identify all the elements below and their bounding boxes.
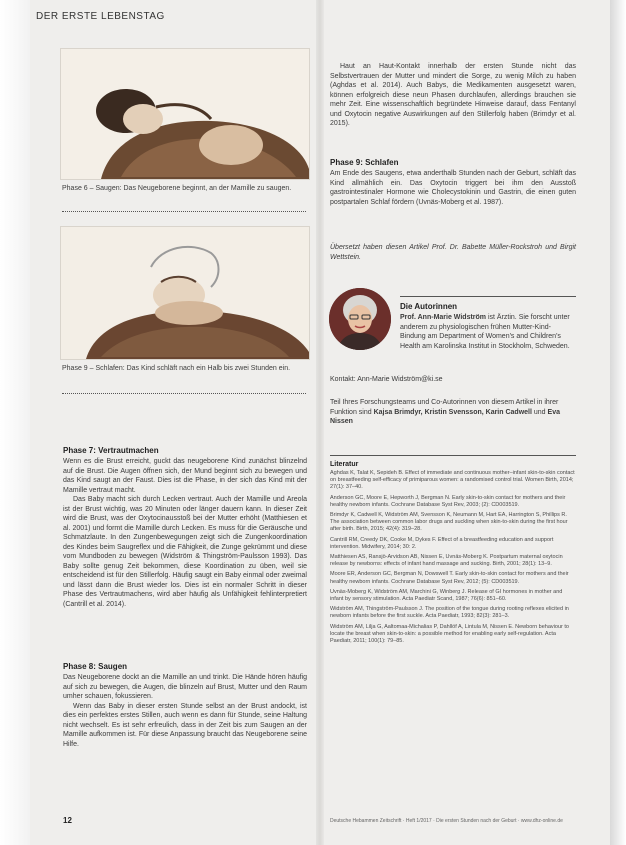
coauthors-and: und <box>533 408 546 416</box>
coauthors-last: Eva Nissen <box>330 408 560 425</box>
intro-paragraph: Haut an Haut-Kontakt innerhalb der ersten Stunde nicht das Selbstvertrauen der Mutter und mindert die Sorge, zu wenig Milch zu haben (Aghdas et al. 2014). Auch Babys, die Medikamenten ausgesetzt waren, können erfolgreich diese neun Phasen durchlaufen, allerdings brauchen sie mehr Zeit. Eine wissenschaftlich begründete Hinweise darauf, dass Fentanyl und Oxytocin negative Auswirkungen auf den Stillerfolg haben (Brimdyr et al. 2015). <box>330 63 576 127</box>
running-head: DER ERSTE LEBENSTAG <box>36 11 165 22</box>
section-heading: Phase 9: Schlafen <box>330 158 399 167</box>
caption-divider <box>62 211 306 212</box>
paragraph: Wenn das Baby in dieser ersten Stunde selbst an der Brust andockt, ist dies ein perfektes erstes Stillen, auch wenn es dann für Stunde, seine Haltung nicht wechselt. Es ist sehr erfreulich, dass in der Zeit bis zum Saugen an der Mamille aufkommen ist. Für diese Anpassung braucht das Neugeborene seine Hilfe. <box>63 702 307 748</box>
section-heading: Phase 7: Vertrautmachen <box>63 446 159 455</box>
literature-entry: Widström AM, Lilja G, Aaltomaa-Michalias P, Dahllöf A, Lintula M, Nissen E. Newborn behaviour to locate the breast when skin-to-skin: a possible method for enabling early self-regulation. Acta Paediatr, 2011; 100(1): 79–85. <box>330 623 569 645</box>
literature-entry: Moore ER, Anderson GC, Bergman N, Dowswell T. Early skin-to-skin contact for mothers and their healthy newborn infants. Cochrane Database Syst Rev, 2012; (5): CD003519. <box>330 571 569 585</box>
paragraph: Das Baby macht sich durch Lecken vertraut. Auch der Mamille und Areola ist der Brust wichtig, was 20 Minuten oder länger dauern kann. In dieser Zeit wird die Brust, was der Oxytocinausstoß bei der Mutter erhöht (Matthiesen et al. 2001) und formt die Mamille durch Lecken. Es muss für die Geräusche und Schmatzlaute. In den Zungenbewegungen zeigt sich die Zungenkoordination des Kindes beim Saugreflex und die Fähigkeit, die Zunge gekrümmt und diese vom Mundboden zu bewegen (Widström & Thingström-Paulsson 1993). Das Baby sollte genug Zeit bekommen, diese Koordination zu üben, weil sie entscheidend ist für den Stillerfolg. Häufig saugt ein Baby einmal oder zweimal und lässt dann die Brust wieder los. Dies ist ein normaler Schritt in dieser Phase des Vertrautmachens, wird aber häufig als Unfähigkeit fehlinterpretiert (Cantrill et al. 2014). <box>63 496 307 608</box>
page-margin-left <box>0 0 30 845</box>
author-portrait <box>329 288 391 350</box>
section-heading: Phase 8: Saugen <box>63 662 128 671</box>
section-body: Am Ende des Saugens, etwa anderthalb Stunden nach der Geburt, schläft das Kind allmählich ein. Das Oxytocin triggert bei ihm den Ausstoß gastrointestinaler Hormone wie Cholecystokinin und Gastrin, die einen guten postpartalen Schlaf fördern (Uvnäs-Moberg et al. 1987). <box>330 170 576 206</box>
translation-note: Übersetzt haben diesen Artikel Prof. Dr. Babette Müller-Rockstroh und Birgit Wettstein. <box>330 244 576 261</box>
page-number: 12 <box>63 816 72 825</box>
paragraph: Das Neugeborene dockt an die Mamille an und trinkt. Die Hände hören häufig auf sich zu bewegen, die Augen, die blinzeln auf Brust, Mutter und den Raum umher schauen, fokussieren. <box>63 674 307 700</box>
figure-caption: Phase 9 – Schlafen: Das Kind schläft nach ein Halb bis zwei Stunden ein. <box>62 365 291 372</box>
illustration-schlafen <box>61 227 309 359</box>
caption-divider <box>62 393 306 394</box>
page-margin-right <box>610 0 626 845</box>
illustration-saugen <box>61 49 309 179</box>
literature-entry: Widström AM, Thingström-Paulsson J. The position of the tongue during rooting reflexes elicited in newborn infants before the first suckle. Acta Paediatr, 1993; 82(3): 281–3. <box>330 606 569 620</box>
author-rule <box>400 296 576 297</box>
literature-heading: Literatur <box>330 461 359 468</box>
authors-heading: Die Autorinnen <box>400 302 458 311</box>
literature-list <box>330 470 576 648</box>
author-contact: Kontakt: Ann-Marie Widström@ki.se <box>330 376 443 383</box>
literature-entry: Anderson GC, Moore E, Hepworth J, Bergman N. Early skin-to-skin contact for mothers and their healthy newborn infants. Cochrane Database Syst Rev, 2003; (2): CD003519. <box>330 494 566 508</box>
avatar <box>329 288 391 350</box>
coauthors-prefix: Teil Ihres Forschungsteams und Co-Autorinnen von diesem Artikel in ihrer Funktion sind <box>330 399 559 416</box>
figure-breastfeeding-illustration <box>60 48 310 180</box>
literature-entry: Aghdas K, Talat K, Sepideh B. Effect of immediate and continuous mother–infant skin-to-skin contact on breastfeeding self-efficacy of primiparous women: a randomised control trial. Women Birth, 2014; 27(1): 37–40. <box>330 470 575 491</box>
author-description: ist Ärztin. Sie forscht unter anderem zu physiologischen frühen Mutter-Kind-Bindung am Department of Women's and Children's Health am Karolinska Institut in Stockholm, Schweden. <box>400 314 570 350</box>
literature-entry: Brimdyr K, Cadwell K, Widström AM, Svensson K, Neumann M, Hart EA, Harrington S, Phillips R. The association between common labor drugs and suckling when skin-to-skin during the first hour after birth. Birth, 2015; 42(4): 319–28. <box>330 512 568 533</box>
coauthors-note <box>330 398 576 427</box>
coauthors-names: Kajsa Brimdyr, Kristin Svensson, Karin Cadwell <box>373 408 532 416</box>
figure-caption: Phase 6 – Saugen: Das Neugeborene beginnt, an der Mamille zu saugen. <box>62 185 292 192</box>
literature-rule <box>330 455 576 456</box>
figure-sleeping-illustration <box>60 226 310 360</box>
paragraph: Wenn es die Brust erreicht, guckt das neugeborene Kind zunächst blinzelnd auf die Brust. Die Augen öffnen sich, der Mund beginnt sich zu bewegen und das Kind saugt an der Faust. Dies ist die Phase, in der sich das Kind mit der Mamille vertraut macht. <box>63 458 307 494</box>
literature-entry: Uvnäs-Moberg K, Widström AM, Marchini G, Winberg J. Release of GI hormones in mother and infant by sensory stimulation. Acta Paediatr Scand, 1987; 76(6): 851–60. <box>330 588 563 603</box>
footer-line: Deutsche Hebammen Zeitschrift · Heft 1/2017 · Die ersten Stunden nach der Geburt · www.dhz-online.de <box>330 818 563 824</box>
section-body <box>63 457 307 609</box>
literature-entry: Cantrill RM, Creedy DK, Cooke M, Dykes F. Effect of a breastfeeding education and support intervention. Midwifery, 2014; 30: 2. <box>330 536 554 550</box>
literature-entry: Matthiesen AS, Ransjö-Arvidson AB, Nissen E, Uvnäs-Moberg K. Postpartum maternal oxytocin release by newborns: effects of infant hand massage and sucking. Birth, 2001; 28(1): 13–9. <box>330 554 563 568</box>
page-fold <box>316 0 324 845</box>
section-body <box>63 673 307 749</box>
author-bio <box>400 313 576 351</box>
author-name: Prof. Ann-Marie Widström <box>400 314 487 321</box>
